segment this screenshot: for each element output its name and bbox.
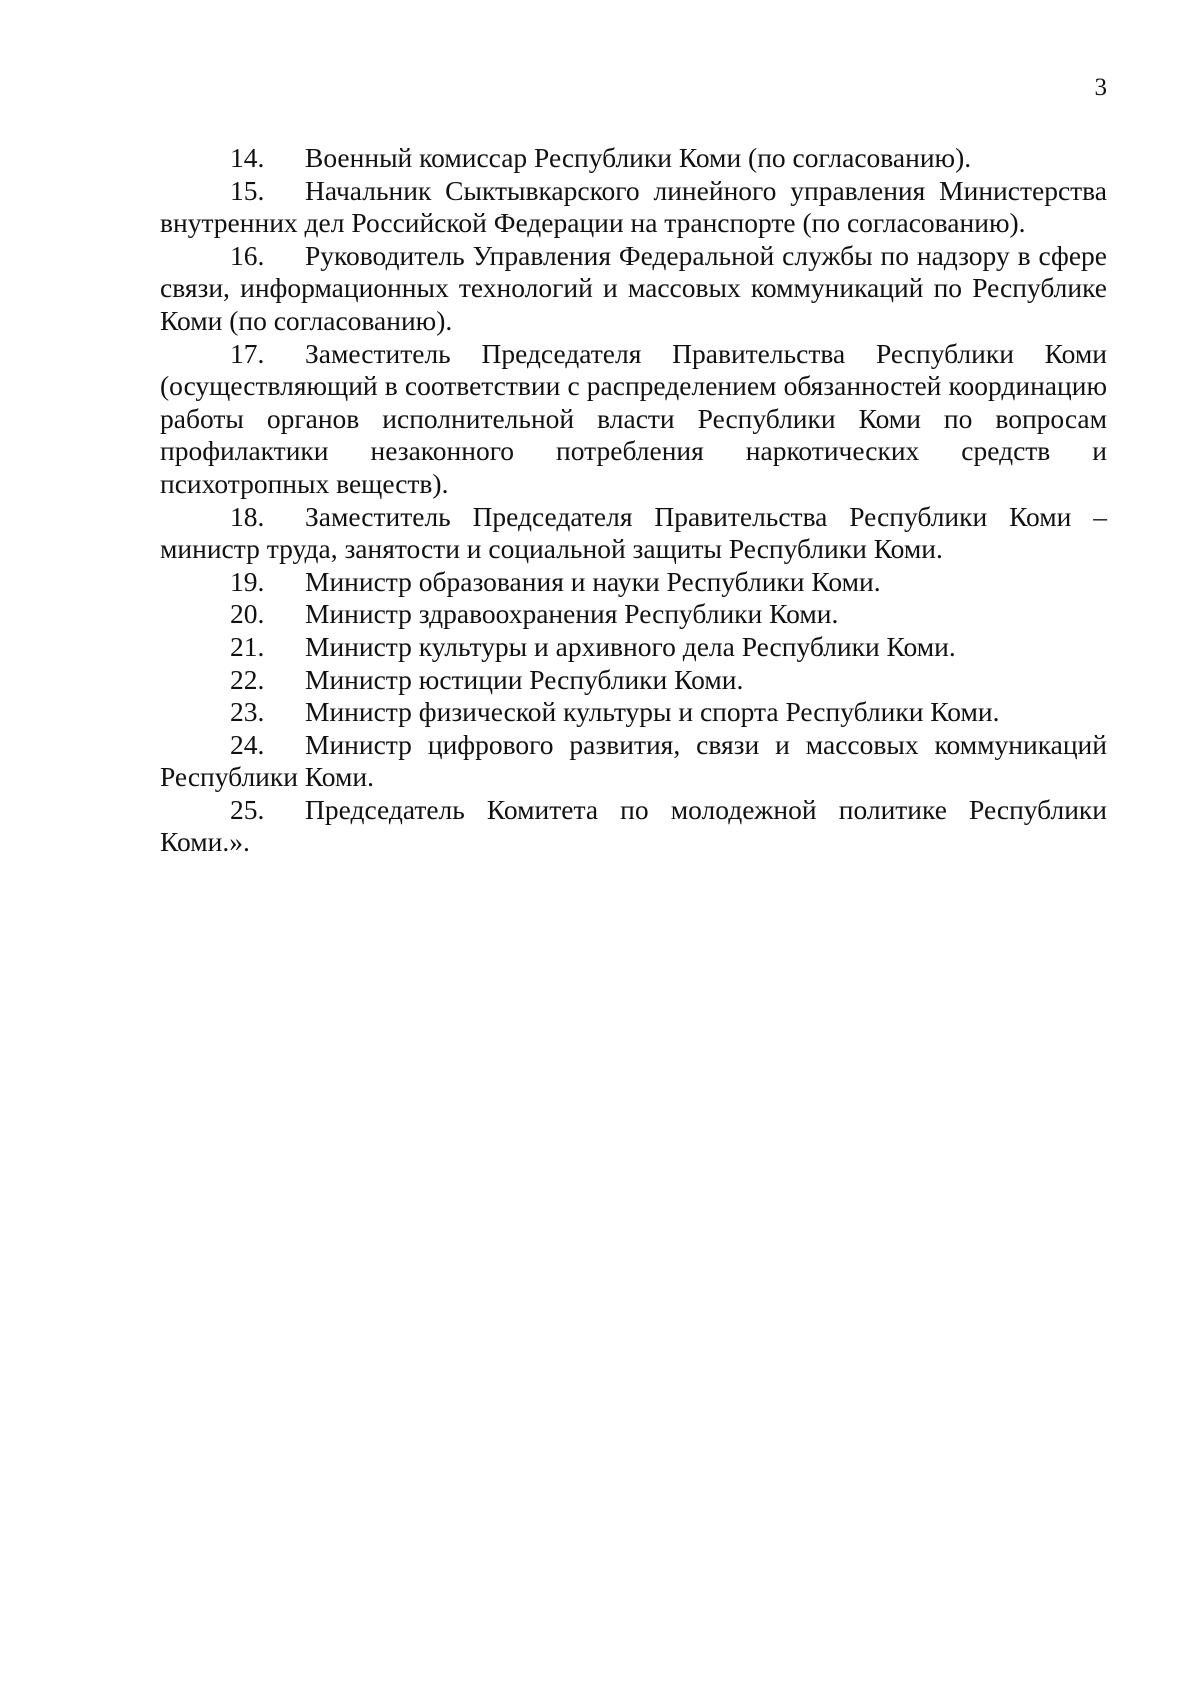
item-text: Заместитель Председателя Правительства Республики Коми (осуществляющий в соответствии с распределением обязанностей координацию работы органов исполнительной власти Республики Коми по вопросам профилактики незаконного потребления наркотических средств и психотропных веществ). bbox=[160, 337, 1107, 499]
list-item bbox=[160, 631, 1107, 664]
list-item bbox=[160, 501, 1107, 566]
item-text: Министр здравоохранения Республики Коми. bbox=[305, 598, 839, 630]
item-text: Министр юстиции Республики Коми. bbox=[305, 663, 744, 695]
list-item bbox=[160, 598, 1107, 631]
list-item bbox=[160, 142, 1107, 175]
item-number: 18. bbox=[230, 500, 265, 532]
item-number: 15. bbox=[230, 174, 265, 206]
item-number: 16. bbox=[230, 239, 265, 271]
page-number: 3 bbox=[1094, 74, 1107, 101]
item-number: 23. bbox=[230, 696, 265, 728]
item-number: 25. bbox=[230, 793, 265, 825]
item-text: Министр образования и науки Республики Коми. bbox=[305, 565, 881, 597]
item-text: Военный комиссар Республики Коми (по согласованию). bbox=[305, 142, 972, 173]
item-text: Министр физической культуры и спорта Республики Коми. bbox=[305, 696, 1000, 728]
item-text: Министр культуры и архивного дела Республики Коми. bbox=[305, 630, 956, 662]
item-number: 21. bbox=[230, 630, 265, 662]
list-item bbox=[160, 240, 1107, 338]
item-text: Руководитель Управления Федеральной службы по надзору в сфере связи, информационных технологий и массовых коммуникаций по Республике Коми (по согласованию). bbox=[160, 239, 1107, 336]
item-number: 14. bbox=[230, 142, 265, 173]
item-number: 22. bbox=[230, 663, 265, 695]
item-text: Заместитель Председателя Правительства Республики Коми – министр труда, занятости и социальной защиты Республики Коми. bbox=[160, 500, 1107, 565]
list-item bbox=[160, 696, 1107, 729]
list-item bbox=[160, 664, 1107, 697]
item-text: Начальник Сыктывкарского линейного управления Министерства внутренних дел Российской Федерации на транспорте (по согласованию). bbox=[160, 174, 1107, 239]
item-text: Председатель Комитета по молодежной политике Республики Коми.». bbox=[160, 793, 1107, 858]
document-body bbox=[160, 142, 1107, 859]
list-item bbox=[160, 566, 1107, 599]
list-item bbox=[160, 729, 1107, 794]
item-text: Министр цифрового развития, связи и массовых коммуникаций Республики Коми. bbox=[160, 728, 1107, 793]
list-item bbox=[160, 338, 1107, 501]
item-number: 20. bbox=[230, 598, 265, 630]
item-number: 17. bbox=[230, 337, 265, 369]
list-item bbox=[160, 794, 1107, 859]
list-item bbox=[160, 175, 1107, 240]
item-number: 19. bbox=[230, 565, 265, 597]
item-number: 24. bbox=[230, 728, 265, 760]
